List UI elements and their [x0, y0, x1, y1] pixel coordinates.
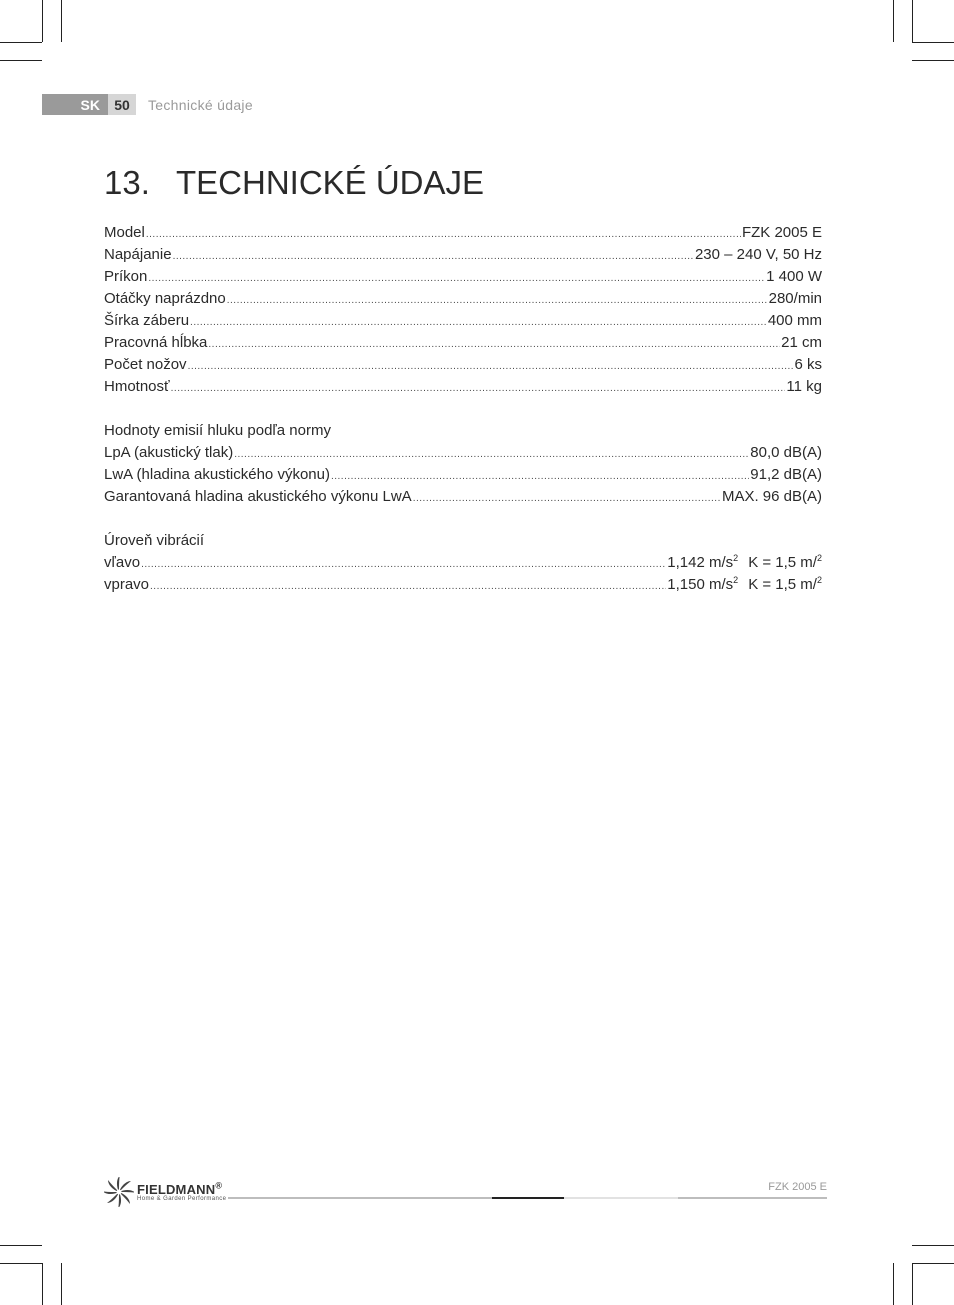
- superscript: 2: [816, 575, 822, 585]
- noise-value: MAX. 96 dB(A): [721, 488, 822, 505]
- spec-label: Otáčky naprázdno: [104, 290, 226, 307]
- page-title: [104, 164, 484, 202]
- spec-row: [104, 332, 822, 354]
- k-uncertainty: K = 1,5 m/: [748, 554, 817, 571]
- spec-label: Príkon: [104, 268, 148, 285]
- crop-mark: [912, 1263, 913, 1305]
- crop-mark: [42, 1263, 43, 1305]
- spec-value: 1 400 W: [766, 268, 822, 285]
- noise-label: LpA (akustický tlak): [104, 444, 234, 461]
- crop-mark: [0, 1245, 42, 1246]
- leader-dots: [150, 576, 666, 598]
- leader-dots: [148, 268, 765, 290]
- vibration-value: [667, 574, 822, 596]
- footer-model: FZK 2005 E: [768, 1181, 827, 1193]
- spec-label: Hmotnosť: [104, 378, 170, 395]
- leader-dots: [171, 378, 786, 400]
- superscript: 2: [733, 553, 739, 563]
- noise-row: [104, 442, 822, 464]
- spec-value: 11 kg: [786, 378, 822, 395]
- spec-value: FZK 2005 E: [741, 224, 822, 241]
- noise-label: LwA (hladina akustického výkonu): [104, 466, 330, 483]
- brand-name: FIELDMANN: [137, 1182, 216, 1197]
- section-number: 13.: [104, 164, 150, 201]
- footer-rule: [228, 1197, 492, 1199]
- spec-value: 400 mm: [767, 312, 822, 329]
- vibration-value-text: 1,150 m/s: [667, 576, 734, 593]
- crop-mark: [61, 1263, 62, 1305]
- brand-tagline: Home & Garden Performance: [137, 1196, 227, 1202]
- spec-row: [104, 310, 822, 332]
- spec-label: Napájanie: [104, 246, 172, 263]
- vibration-section-title: Úroveň vibrácií: [104, 532, 205, 549]
- crop-mark: [912, 42, 954, 43]
- crop-mark: [42, 0, 43, 42]
- leader-dots: [188, 356, 794, 378]
- language-badge: SK: [42, 94, 108, 115]
- spec-label: Počet nožov: [104, 356, 187, 373]
- footer-rule: [492, 1197, 564, 1199]
- leader-dots: [141, 554, 666, 576]
- leader-dots: [146, 224, 741, 246]
- noise-row: [104, 486, 822, 508]
- spec-row: [104, 244, 822, 266]
- k-uncertainty: K = 1,5 m/: [748, 576, 817, 593]
- noise-label: Garantovaná hladina akustického výkonu LwA: [104, 488, 412, 505]
- noise-section-title: Hodnoty emisií hluku podľa normy: [104, 422, 331, 439]
- spec-list: [104, 222, 822, 596]
- crop-mark: [912, 60, 954, 61]
- noise-row: [104, 464, 822, 486]
- crop-mark: [912, 1245, 954, 1246]
- vibration-row: [104, 574, 822, 596]
- crop-mark: [61, 0, 62, 42]
- noise-value: 80,0 dB(A): [750, 444, 822, 461]
- trademark-symbol: ®: [215, 1180, 223, 1191]
- spec-value: 21 cm: [781, 334, 822, 351]
- spec-label: Šírka záberu: [104, 312, 190, 329]
- spec-value: 230 – 240 V, 50 Hz: [694, 246, 822, 263]
- leader-dots: [190, 312, 767, 334]
- footer-rule: [564, 1197, 678, 1199]
- spec-value: 6 ks: [794, 356, 822, 373]
- vibration-row: [104, 552, 822, 574]
- superscript: 2: [733, 575, 739, 585]
- crop-mark: [893, 1263, 894, 1305]
- footer-rule: [678, 1197, 827, 1199]
- page-header: [42, 94, 253, 115]
- crop-mark: [0, 60, 42, 61]
- crop-mark: [0, 42, 42, 43]
- spacer: [104, 398, 822, 420]
- leader-dots: [331, 466, 749, 488]
- crop-mark: [912, 0, 913, 42]
- spec-row: [104, 376, 822, 398]
- leader-dots: [173, 246, 694, 268]
- leader-dots: [227, 290, 768, 312]
- leader-dots: [208, 334, 780, 356]
- spec-label: Model: [104, 224, 145, 241]
- crop-mark: [912, 1263, 954, 1264]
- leader-dots: [234, 444, 749, 466]
- vibration-value-text: 1,142 m/s: [667, 554, 734, 571]
- section-title: TECHNICKÉ ÚDAJE: [176, 164, 485, 201]
- brand-logo: [104, 1177, 226, 1207]
- vibration-label: vpravo: [104, 576, 150, 593]
- superscript: 2: [816, 553, 822, 563]
- spec-row: [104, 266, 822, 288]
- vibration-value: [667, 552, 822, 574]
- running-title: Technické údaje: [148, 96, 253, 113]
- spec-row: [104, 222, 822, 244]
- spacer: [104, 508, 822, 530]
- spec-row: [104, 354, 822, 376]
- crop-mark: [0, 1263, 42, 1264]
- crop-mark: [893, 0, 894, 42]
- noise-value: 91,2 dB(A): [750, 466, 822, 483]
- spec-row: [104, 288, 822, 310]
- fan-logo-icon: [104, 1177, 134, 1207]
- spec-value: 280/min: [768, 290, 822, 307]
- page-number: 50: [108, 94, 136, 115]
- vibration-label: vľavo: [104, 554, 141, 571]
- spec-label: Pracovná hĺbka: [104, 334, 208, 351]
- leader-dots: [413, 488, 721, 510]
